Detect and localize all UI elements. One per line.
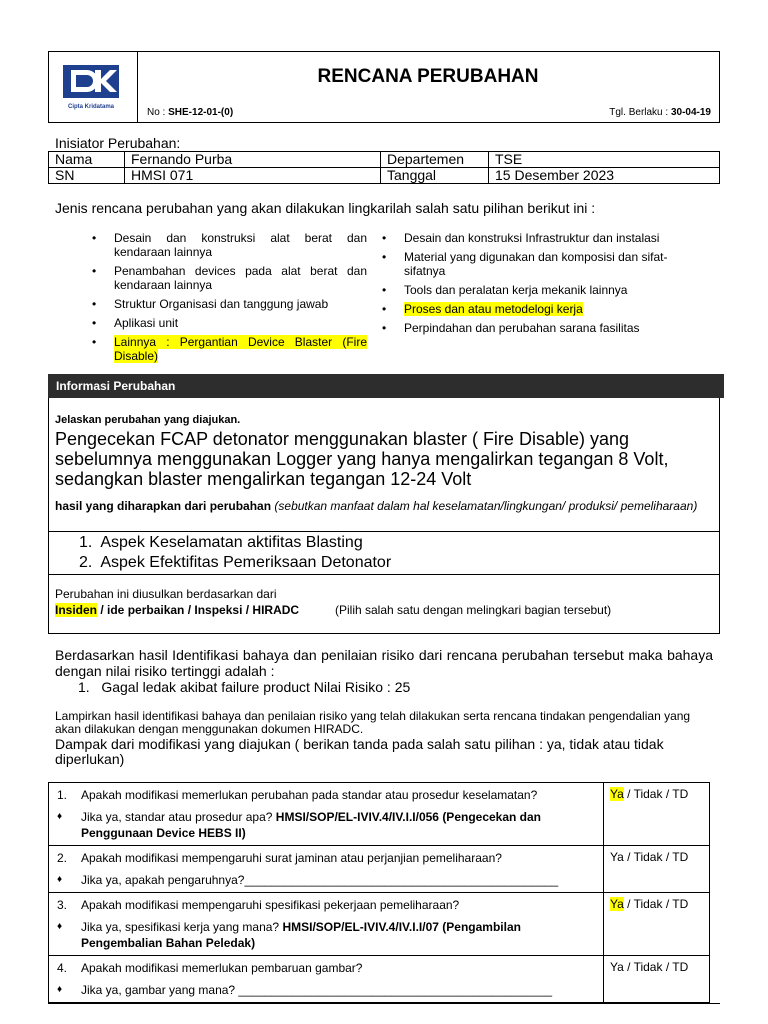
selected-option-text: Proses dan atau metodelogi kerja (404, 302, 583, 316)
explain-text: Pengecekan FCAP detonator menggunakan blaster ( Fire Disable) yang sebelumnya menggunakan Logger yang hanya mengalirkan tegangan 8 Volt, sedangkan blaster mengalirkan tegangan 12-24 Volt (55, 429, 669, 489)
doc-no-value: SHE-12-01-(0) (168, 107, 234, 118)
selected-option-text: Lainnya : Pergantian Device Blaster (Fire Disable) (114, 335, 367, 363)
expected-result-label (55, 499, 705, 513)
answer-options[interactable]: / Tidak / TD (623, 897, 689, 911)
question-cell (49, 893, 604, 956)
answer-yes-selected[interactable]: Ya (610, 897, 624, 911)
followup-label: Jika ya, spesifikasi kerja yang mana? (81, 920, 283, 934)
attachment-note: Lampirkan hasil identifikasi bahaya dan penilaian risiko yang telah dilakukan serta rencana tindakan pengendalian yang akan dilakukan dengan menggunakan dokumen HIRADC. (55, 709, 691, 736)
valid-date-value: 30-04-19 (670, 107, 711, 118)
result-item: 1. Aspek Keselamatan aktifitas Blasting (79, 534, 363, 551)
table-row (49, 152, 720, 168)
question-number: 4. (57, 961, 68, 975)
followup-answer: HMSI/SOP/EL-IVIV.4/IV.I.I/07 (Pengambilan Pengembalian Bahan Peledak) (81, 920, 521, 950)
initiator-label: Inisiator Perubahan: (55, 135, 181, 151)
table-cell: SN (49, 168, 125, 184)
table-cell: Nama (49, 152, 125, 168)
logo-cell (49, 52, 138, 122)
question-number: 1. (57, 788, 68, 802)
basis-other-options[interactable]: / ide perbaikan / Inspeksi / HIRADC (97, 603, 300, 617)
question-followup (55, 919, 597, 951)
basis-options (55, 603, 299, 617)
table-cell: HMSI 071 (125, 168, 381, 184)
followup-label: Jika ya, gambar yang mana? _______________________________________________ (81, 983, 553, 997)
table-row (49, 846, 710, 893)
result-item: 2. Aspek Efektifitas Pemeriksaan Detonator (79, 554, 392, 571)
answer-yes[interactable]: Ya (610, 960, 624, 974)
page-bottom-rule (48, 1003, 720, 1004)
basis-box (48, 574, 720, 634)
question-followup (55, 809, 597, 841)
question-text: Apakah modifikasi memerlukan perubahan pada standar atau prosedur keselamatan? (81, 788, 538, 802)
question-number: 3. (57, 898, 68, 912)
table-cell: TSE (489, 152, 720, 168)
question-followup (55, 982, 597, 998)
table-row (49, 893, 710, 956)
results-box (48, 531, 720, 575)
list-item[interactable]: • Tools dan peralatan kerja mekanik lainnya (378, 283, 704, 297)
change-type-prompt: Jenis rencana perubahan yang akan dilakukan lingkarilah salah satu pilihan berikut ini : (55, 200, 596, 216)
change-options-right (378, 231, 704, 340)
question-cell (49, 783, 604, 846)
valid-date-label: Tgl. Berlaku : (609, 107, 671, 118)
question-number: 2. (57, 851, 68, 865)
logo-text: Cipta Kridatama (67, 104, 115, 110)
table-cell: Fernando Purba (125, 152, 381, 168)
followup-label: Jika ya, standar atau prosedur apa? (81, 810, 276, 824)
answer-cell[interactable] (604, 893, 710, 956)
risk-item: 1. Gagal ledak akibat failure product Nilai Risiko : 25 (78, 679, 411, 695)
explain-label: Jelaskan perubahan yang diajukan. (55, 414, 241, 426)
question-text: Apakah modifikasi mempengaruhi surat jaminan atau perjanjian pemeliharaan? (81, 851, 502, 865)
explain-box (48, 398, 720, 532)
document-number (147, 107, 233, 118)
table-row (49, 168, 720, 184)
table-row (49, 783, 710, 846)
followup-label: Jika ya, apakah pengaruhnya?_______________________________________________ (81, 873, 559, 887)
list-item-selected[interactable] (88, 335, 367, 363)
list-item[interactable]: • Aplikasi unit (88, 316, 367, 330)
risk-statement: Berdasarkan hasil Identifikasi bahaya dan penilaian risiko dari rencana perubahan tersebut maka bahaya dengan nilai risiko tertinggi adalah : (55, 647, 713, 679)
answer-cell[interactable] (604, 956, 710, 1003)
impact-questions-table (48, 782, 710, 1003)
table-cell: Departemen (381, 152, 489, 168)
initiator-table (48, 151, 720, 184)
basis-label: Perubahan ini diusulkan berdasarkan dari (55, 587, 277, 601)
question-text: Apakah modifikasi memerlukan pembaruan gambar? (81, 961, 363, 975)
expected-hint: (sebutkan manfaat dalam hal keselamatan/lingkungan/ produksi/ pemeliharaan) (271, 499, 698, 513)
answer-cell[interactable] (604, 783, 710, 846)
basis-hint: (Pilih salah satu dengan melingkari bagian tersebut) (335, 603, 612, 617)
change-options-left (88, 231, 367, 368)
table-cell: Tanggal (381, 168, 489, 184)
list-item[interactable]: • Perpindahan dan perubahan sarana fasilitas (378, 321, 704, 335)
question-cell (49, 846, 604, 893)
info-section-heading: Informasi Perubahan (48, 374, 724, 398)
valid-date (609, 107, 711, 118)
impact-instruction: Dampak dari modifikasi yang diajukan ( berikan tanda pada salah satu pilihan : ya, tidak atau tidak diperlukan) (55, 736, 664, 767)
expected-label: hasil yang diharapkan dari perubahan (55, 499, 272, 513)
answer-options[interactable]: / Tidak / TD (623, 850, 689, 864)
answer-options[interactable]: / Tidak / TD (623, 787, 689, 801)
table-row (49, 956, 710, 1003)
list-item[interactable]: • Penambahan devices pada alat berat dan kendaraan lainnya (88, 264, 367, 292)
question-cell (49, 956, 604, 1003)
basis-selected[interactable]: Insiden (55, 603, 98, 617)
list-item[interactable]: • Struktur Organisasi dan tanggung jawab (88, 297, 367, 311)
table-cell: 15 Desember 2023 (489, 168, 720, 184)
answer-yes[interactable]: Ya (610, 850, 624, 864)
list-item-selected[interactable] (378, 302, 704, 316)
document-header (48, 51, 720, 123)
question-text: Apakah modifikasi mempengaruhi spesifikasi pekerjaan pemeliharaan? (81, 898, 460, 912)
list-item[interactable]: • Material yang digunakan dan komposisi dan sifat-sifatnya (378, 250, 704, 278)
list-item[interactable]: • Desain dan konstruksi Infrastruktur dan instalasi (378, 231, 704, 245)
question-followup (55, 872, 597, 888)
followup-answer: HMSI/SOP/EL-IVIV.4/IV.I.I/056 (Pengecekan dan Penggunaan Device HEBS II) (81, 810, 542, 840)
answer-options[interactable]: / Tidak / TD (623, 960, 689, 974)
document-title: RENCANA PERUBAHAN (317, 66, 539, 87)
answer-yes-selected[interactable]: Ya (610, 787, 624, 801)
list-item[interactable]: • Desain dan konstruksi alat berat dan kendaraan lainnya (88, 231, 367, 259)
answer-cell[interactable] (604, 846, 710, 893)
doc-no-label: No : (147, 107, 169, 118)
company-logo (49, 52, 137, 122)
